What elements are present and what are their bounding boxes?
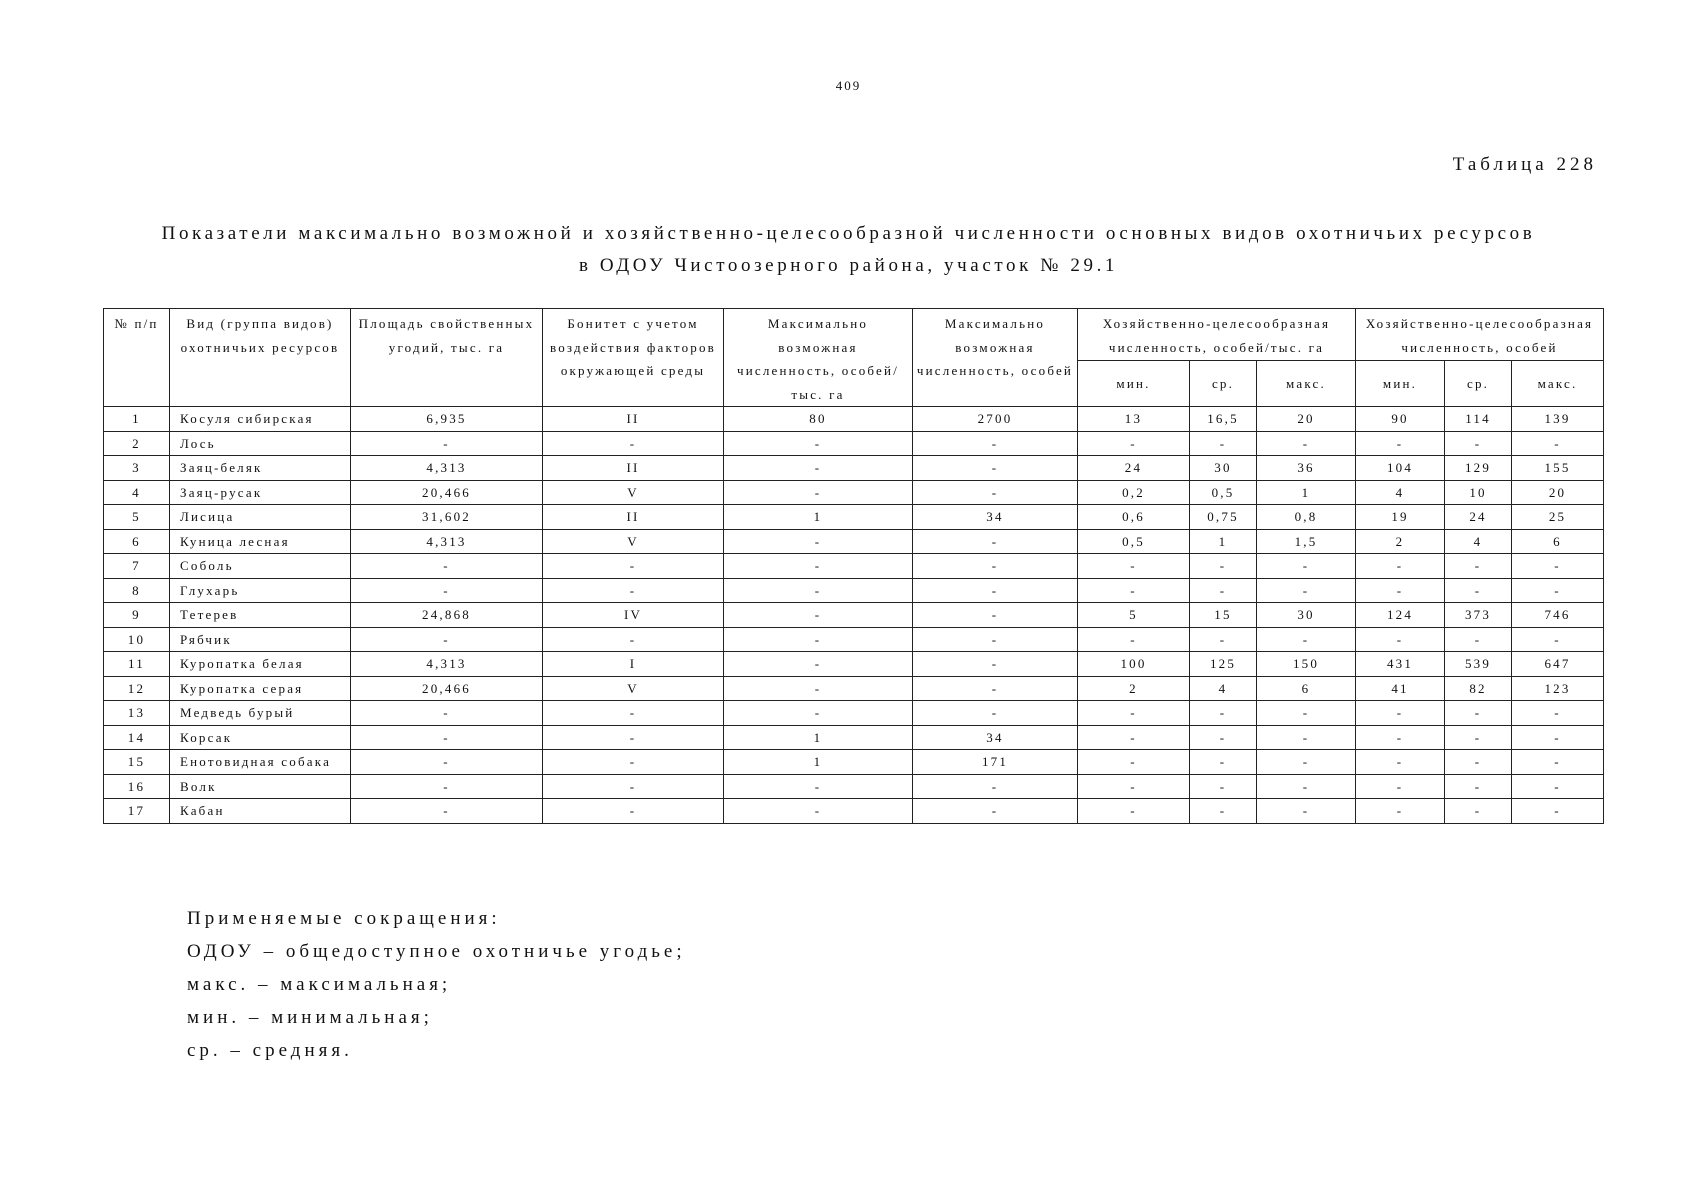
header-species: Вид (группа видов) охотничьих ресурсов [170,309,351,407]
table-cell: - [1257,701,1356,726]
table-row [104,725,1604,750]
table-cell: - [1356,578,1445,603]
table-cell: - [1445,627,1512,652]
table-cell: 30 [1190,456,1257,481]
table-cell: 0,5 [1190,480,1257,505]
table-cell: 1,5 [1257,529,1356,554]
table-cell: - [1445,774,1512,799]
table-cell: 41 [1356,676,1445,701]
table-cell: - [913,431,1078,456]
row-number-cell: 15 [104,750,170,775]
row-number-cell: 9 [104,603,170,628]
table-label: Таблица 228 [1452,154,1597,175]
table-row [104,652,1604,677]
table-cell: IV [543,603,724,628]
species-cell: Корсак [170,725,351,750]
species-cell: Лисица [170,505,351,530]
species-cell: Куропатка серая [170,676,351,701]
table-cell: 1 [1190,529,1257,554]
table-cell: - [1512,725,1604,750]
table-cell: II [543,456,724,481]
table-cell: 20,466 [351,676,543,701]
table-cell: 90 [1356,407,1445,432]
table-cell: 24 [1078,456,1190,481]
abbreviation-item: ОДОУ – общедоступное охотничье угодье; [187,941,686,962]
table-cell: - [724,652,913,677]
table-cell: - [351,627,543,652]
table-cell: 82 [1445,676,1512,701]
table-cell: - [1512,627,1604,652]
table-cell: 6 [1257,676,1356,701]
species-cell: Куница лесная [170,529,351,554]
table-cell: - [724,480,913,505]
table-cell: - [543,701,724,726]
table-cell: - [1356,750,1445,775]
row-number-cell: 6 [104,529,170,554]
header-max-count: Максимально возможная численность, особей [913,309,1078,407]
species-cell: Заяц-беляк [170,456,351,481]
table-cell: - [1190,701,1257,726]
table-row [104,456,1604,481]
table-cell: - [724,799,913,824]
species-cell: Кабан [170,799,351,824]
table-cell: V [543,676,724,701]
row-number-cell: 10 [104,627,170,652]
table-cell: 6 [1512,529,1604,554]
table-cell: 5 [1078,603,1190,628]
table-cell: - [543,774,724,799]
species-cell: Тетерев [170,603,351,628]
table-cell: - [1356,701,1445,726]
table-cell: - [1190,554,1257,579]
table-cell: 24 [1445,505,1512,530]
page-number: 409 [835,78,862,93]
table-cell: 155 [1512,456,1604,481]
table-cell: 1 [724,505,913,530]
table-cell: - [1356,431,1445,456]
table-cell: - [913,480,1078,505]
row-number-cell: 11 [104,652,170,677]
table-cell: - [913,701,1078,726]
row-number-cell: 14 [104,725,170,750]
table-cell: - [1190,578,1257,603]
species-cell: Медведь бурый [170,701,351,726]
table-cell: 36 [1257,456,1356,481]
table-cell: 20,466 [351,480,543,505]
table-cell: - [1512,774,1604,799]
table-cell: - [913,676,1078,701]
table-cell: - [1356,725,1445,750]
table-cell: - [1257,725,1356,750]
table-cell: - [913,799,1078,824]
table-cell: - [1190,799,1257,824]
header-group-count: Хозяйственно-целесообразная численность, особей [1356,309,1604,361]
header-area: Площадь свойственных угодий, тыс. га [351,309,543,407]
data-table [103,308,1604,824]
species-cell: Соболь [170,554,351,579]
header-group-density: Хозяйственно-целесообразная численность, особей/тыс. га [1078,309,1356,361]
row-number-cell: 16 [104,774,170,799]
table-cell: 0,75 [1190,505,1257,530]
table-cell: 34 [913,505,1078,530]
table-cell: 4,313 [351,529,543,554]
table-cell: - [724,529,913,554]
table-cell: - [1257,431,1356,456]
table-row [104,676,1604,701]
table-cell: - [543,750,724,775]
table-cell: I [543,652,724,677]
table-cell: 746 [1512,603,1604,628]
table-cell: - [1356,627,1445,652]
table-cell: - [1512,578,1604,603]
table-row [104,750,1604,775]
table-cell: 4 [1356,480,1445,505]
table-cell: - [913,652,1078,677]
table-cell: - [1190,774,1257,799]
row-number-cell: 12 [104,676,170,701]
row-number-cell: 8 [104,578,170,603]
table-cell: 30 [1257,603,1356,628]
table-cell: 647 [1512,652,1604,677]
table-row [104,774,1604,799]
table-cell: 100 [1078,652,1190,677]
title-line-1: Показатели максимально возможной и хозяйственно-целесообразной численности основных видов охотничьих ресурсов [161,223,1536,244]
table-cell: 0,6 [1078,505,1190,530]
table-cell: - [1445,431,1512,456]
table-cell: 4,313 [351,456,543,481]
table-cell: 125 [1190,652,1257,677]
table-cell: 104 [1356,456,1445,481]
table-cell: 6,935 [351,407,543,432]
table-cell: - [1257,627,1356,652]
table-cell: 4 [1190,676,1257,701]
table-cell: - [1257,750,1356,775]
table-cell: - [1356,774,1445,799]
table-cell: - [1356,799,1445,824]
table-cell: 431 [1356,652,1445,677]
abbreviations-heading: Применяемые сокращения: [187,908,501,929]
table-cell: 1 [1257,480,1356,505]
table-cell: - [1190,725,1257,750]
species-cell: Глухарь [170,578,351,603]
species-cell: Заяц-русак [170,480,351,505]
table-cell: - [913,554,1078,579]
table-cell: - [724,676,913,701]
table-cell: V [543,480,724,505]
table-cell: - [543,578,724,603]
table-cell: - [1078,431,1190,456]
row-number-cell: 3 [104,456,170,481]
table-cell: 15 [1190,603,1257,628]
table-row [104,627,1604,652]
table-cell: - [1512,431,1604,456]
table-cell: - [724,774,913,799]
header-count-min: мин. [1356,361,1445,407]
table-cell: 34 [913,725,1078,750]
species-cell: Косуля сибирская [170,407,351,432]
table-cell: - [1257,774,1356,799]
row-number-cell: 13 [104,701,170,726]
table-cell: - [1078,774,1190,799]
table-cell: - [1445,554,1512,579]
table-cell: 0,8 [1257,505,1356,530]
table-cell: - [1078,554,1190,579]
table-row [104,431,1604,456]
table-cell: 4 [1445,529,1512,554]
header-max-density: Максимально возможная численность, особей/тыс. га [724,309,913,407]
table-row [104,554,1604,579]
header-density-avg: ср. [1190,361,1257,407]
table-cell: II [543,407,724,432]
table-cell: - [543,725,724,750]
table-cell: - [724,578,913,603]
table-row [104,529,1604,554]
table-row [104,603,1604,628]
table-row [104,407,1604,432]
header-density-min: мин. [1078,361,1190,407]
abbreviation-item: макс. – максимальная; [187,974,452,995]
table-cell: II [543,505,724,530]
table-cell: - [724,431,913,456]
table-cell: 171 [913,750,1078,775]
header-count-max: макс. [1512,361,1604,407]
table-cell: - [1078,799,1190,824]
header-bonitet: Бонитет с учетом воздействия факторов окружающей среды [543,309,724,407]
table-cell: - [351,578,543,603]
table-cell: - [1078,701,1190,726]
species-cell: Енотовидная собака [170,750,351,775]
table-cell: 31,602 [351,505,543,530]
table-cell: - [1512,799,1604,824]
table-cell: - [1445,750,1512,775]
species-cell: Рябчик [170,627,351,652]
table-cell: - [351,774,543,799]
table-cell: - [543,627,724,652]
table-cell: - [1257,578,1356,603]
table-cell: - [724,627,913,652]
table-cell: 539 [1445,652,1512,677]
table-cell: 16,5 [1190,407,1257,432]
table-cell: 124 [1356,603,1445,628]
table-body [104,407,1604,824]
table-cell: - [1257,799,1356,824]
table-cell: 13 [1078,407,1190,432]
header-density-max: макс. [1257,361,1356,407]
table-cell: 114 [1445,407,1512,432]
table-cell: 25 [1512,505,1604,530]
table-cell: - [724,603,913,628]
table-cell: - [1445,799,1512,824]
header-num: № п/п [104,309,170,407]
table-cell: 4,313 [351,652,543,677]
table-cell: - [1512,701,1604,726]
table-cell: - [913,529,1078,554]
table-cell: V [543,529,724,554]
table-cell: - [913,627,1078,652]
abbreviations [187,902,686,1067]
table-cell: - [1445,578,1512,603]
row-number-cell: 1 [104,407,170,432]
table-cell: 20 [1257,407,1356,432]
table-cell: - [351,725,543,750]
table-title [100,218,1597,282]
table-cell: - [913,456,1078,481]
table-cell: 2 [1356,529,1445,554]
table-row [104,480,1604,505]
table-cell: - [351,701,543,726]
table-cell: 129 [1445,456,1512,481]
table-cell: 10 [1445,480,1512,505]
table-cell: 0,2 [1078,480,1190,505]
row-number-cell: 4 [104,480,170,505]
table-cell: 19 [1356,505,1445,530]
table-cell: - [1190,750,1257,775]
table-cell: - [543,554,724,579]
table-cell: 373 [1445,603,1512,628]
table-cell: - [1078,627,1190,652]
table-cell: - [1445,701,1512,726]
table-cell: 20 [1512,480,1604,505]
table-cell: - [724,456,913,481]
row-number-cell: 7 [104,554,170,579]
table-cell: 2700 [913,407,1078,432]
table-cell: - [1512,750,1604,775]
table-cell: - [724,701,913,726]
table-cell: - [1512,554,1604,579]
species-cell: Волк [170,774,351,799]
table-cell: 0,5 [1078,529,1190,554]
row-number-cell: 2 [104,431,170,456]
table-cell: 123 [1512,676,1604,701]
table-cell: 150 [1257,652,1356,677]
table-row [104,505,1604,530]
table-cell: - [351,431,543,456]
table-cell: - [543,431,724,456]
table-cell: - [1078,578,1190,603]
header-count-avg: ср. [1445,361,1512,407]
table-cell: 80 [724,407,913,432]
table-cell: - [351,799,543,824]
abbreviation-item: ср. – средняя. [187,1040,353,1061]
table-cell: 139 [1512,407,1604,432]
table-cell: 2 [1078,676,1190,701]
table-cell: - [913,603,1078,628]
abbreviation-item: мин. – минимальная; [187,1007,433,1028]
species-cell: Лось [170,431,351,456]
species-cell: Куропатка белая [170,652,351,677]
title-line-2: в ОДОУ Чистоозерного района, участок № 29.1 [578,255,1119,276]
table-row [104,701,1604,726]
table-cell: - [1190,431,1257,456]
table-cell: 1 [724,750,913,775]
table-cell: - [1257,554,1356,579]
table-cell: 24,868 [351,603,543,628]
table-cell: - [1356,554,1445,579]
table-cell: - [1190,627,1257,652]
table-cell: - [913,774,1078,799]
table-cell: - [351,554,543,579]
table-cell: - [1078,725,1190,750]
table-row [104,578,1604,603]
table-cell: 1 [724,725,913,750]
row-number-cell: 5 [104,505,170,530]
table-cell: - [351,750,543,775]
table-cell: - [1445,725,1512,750]
row-number-cell: 17 [104,799,170,824]
table-cell: - [724,554,913,579]
table-cell: - [913,578,1078,603]
table-cell: - [543,799,724,824]
table-cell: - [1078,750,1190,775]
table-row [104,799,1604,824]
